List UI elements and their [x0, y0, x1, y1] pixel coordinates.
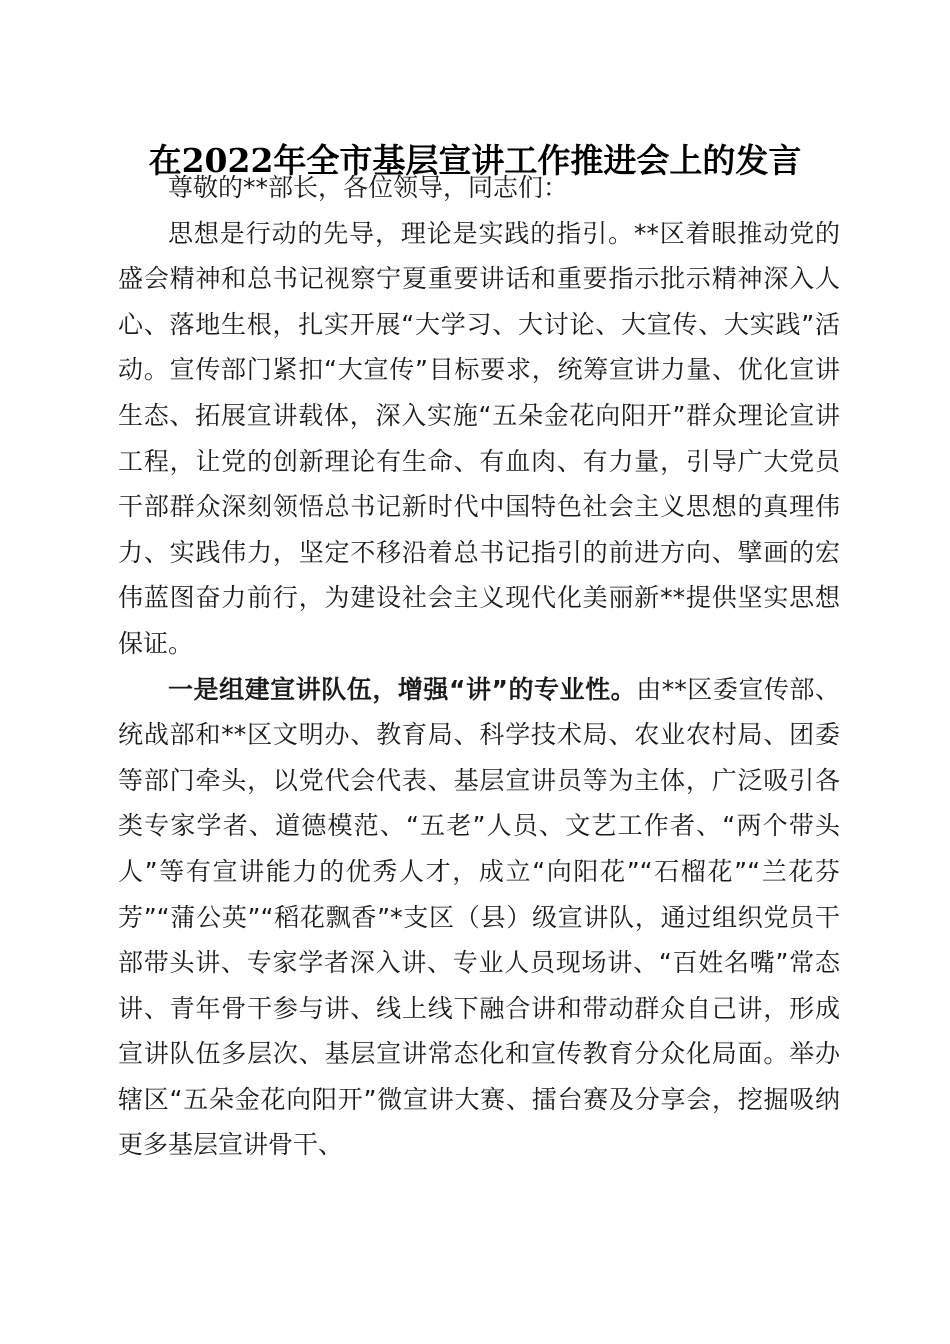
- paragraph-intro: 思想是行动的先导，理论是实践的指引。**区着眼推动党的盛会精神和总书记视察宁夏重要讲话和重要指示批示精神深入人心、落地生根，扎实开展“大学习、大讨论、大宣传、大实践”活动。宣传部门紧扣“大宣传”目标要求，统筹宣讲力量、优化宣讲生态、拓展宣讲载体，深入实施“五朵金花向阳开”群众理论宣讲工程，让党的创新理论有生命、有血肉、有力量，引导广大党员干部群众深刻领悟总书记新时代中国特色社会主义思想的真理伟力、实践伟力，坚定不移沿着总书记指引的前进方向、擘画的宏伟蓝图奋力前行，为建设社会主义现代化美丽新**提供坚实思想保证。: [118, 218, 840, 658]
- document-body: [118, 165, 840, 1168]
- paragraph-body: 由**区委宣传部、统战部和**区文明办、教育局、科学技术局、农业农村局、团委等部门牵头，以党代会代表、基层宣讲员等为主体，广泛吸引各类专家学者、道德模范、“五老”人员、文艺工作者、“两个带头人”等有宣讲能力的优秀人才，成立“向阳花”“石榴花”“兰花芬芳”“蒲公英”“稻花飘香”*支区（县）级宣讲队，通过组织党员干部带头讲、专家学者深入讲、专业人员现场讲、“百姓名嘴”常态讲、青年骨干参与讲、线上线下融合讲和带动群众自己讲，形成宣讲队伍多层次、基层宣讲常态化和宣传教育分众化局面。举办辖区“五朵金花向阳开”微宣讲大赛、擂台赛及分享会，挖掘吸纳更多基层宣讲骨干、: [118, 674, 840, 1160]
- paragraph-lead: 一是组建宣讲队伍，增强“讲”的专业性。: [168, 674, 637, 704]
- document-title: 在2022年全市基层宣讲工作推进会上的发言: [148, 141, 802, 180]
- salutation: 尊敬的**部长，各位领导，同志们：: [168, 173, 569, 202]
- paragraph-team-building: [118, 667, 840, 1169]
